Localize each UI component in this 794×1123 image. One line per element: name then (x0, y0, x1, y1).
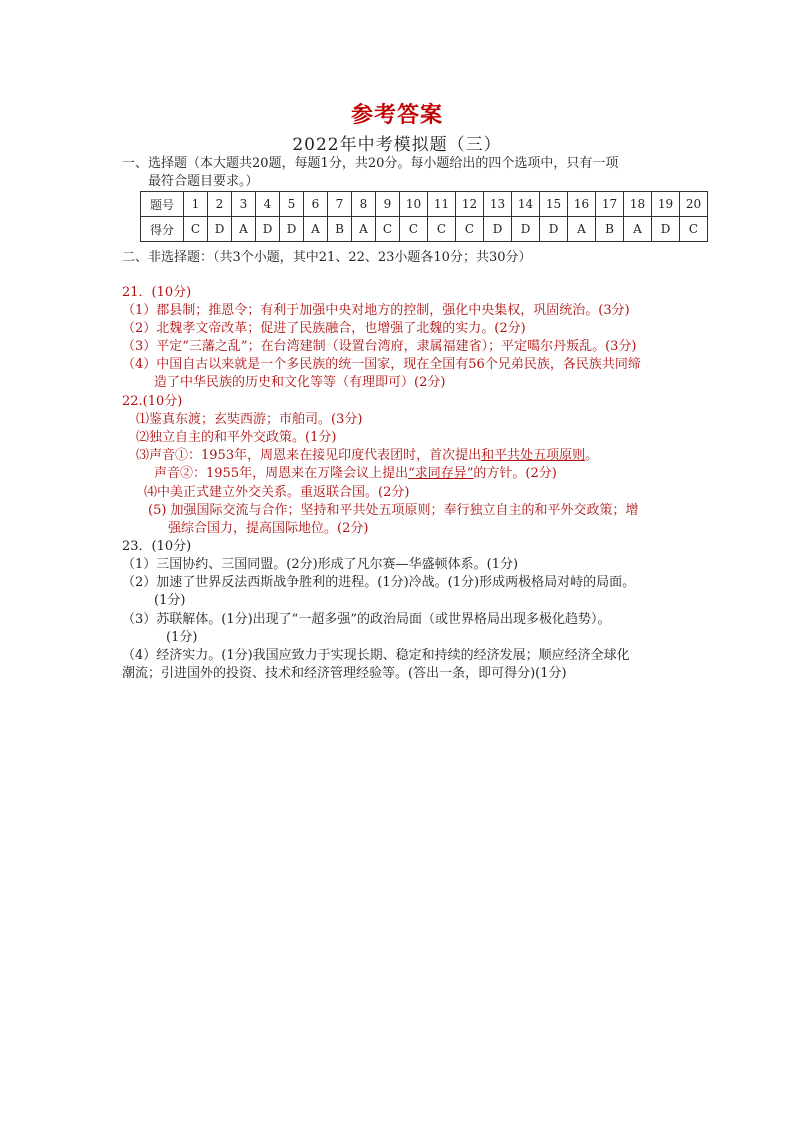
table-cell: 3 (232, 192, 256, 217)
q21-answer-4: （4）中国自古以来就是一个多民族的统一国家，现在全国有56个兄弟民族，各民族共同缔 (122, 357, 641, 372)
q22-answer-3-underlined: 和平共处五项原则 (481, 448, 586, 463)
page-subtitle: 2022年中考模拟题（三） (292, 135, 502, 155)
q21-answer-4-cont: 造了中华民族的历史和文化等等（有理即可）(2分) (154, 375, 446, 390)
table-cell: C (376, 217, 400, 242)
table-cell: C (400, 217, 428, 242)
q22-answer-4: ⑷中美正式建立外交关系。重返联合国。(2分) (144, 485, 410, 500)
q22-answer-3-end: 。 (585, 448, 599, 463)
page-title: 参考答案 (350, 102, 443, 128)
table-cell: D (512, 217, 540, 242)
table-cell: C (184, 217, 208, 242)
table-cell: 18 (624, 192, 652, 217)
q22-heading: 22.(10分) (122, 394, 183, 409)
table-cell: 10 (400, 192, 428, 217)
table-cell: 9 (376, 192, 400, 217)
q23-answer-3: （3）苏联解体。(1分)出现了“一超多强”的政治局面（或世界格局出现多极化趋势）。 (122, 612, 611, 627)
table-cell: 8 (352, 192, 376, 217)
table-cell: 17 (596, 192, 624, 217)
table-cell: C (428, 217, 456, 242)
q22-answer-5-cont: 强综合国力，提高国际地位。(2分) (168, 521, 369, 536)
table-cell: A (304, 217, 328, 242)
table-cell: D (540, 217, 568, 242)
q21-heading: 21．(10分) (122, 285, 192, 300)
table-row-label: 题号 (141, 192, 184, 217)
table-cell: 6 (304, 192, 328, 217)
q23-answer-1: （1）三国协约、三国同盟。(2分)形成了凡尔赛—华盛顿体系。(1分) (122, 557, 519, 572)
table-cell: B (328, 217, 352, 242)
q22-answer-3 (136, 447, 598, 465)
table-cell: 15 (540, 192, 568, 217)
q21-answer-1: （1）郡县制；推恩令；有利于加强中央对地方的控制，强化中央集权，巩固统治。(3分) (122, 303, 630, 318)
q23-answer-4: （4）经济实力。(1分)我国应致力于实现长期、稳定和持续的经济发展；顺应经济全球化 (122, 648, 630, 663)
table-row-label: 得分 (141, 217, 184, 242)
table-cell: 5 (280, 192, 304, 217)
table-cell: A (232, 217, 256, 242)
q21-answer-3: （3）平定“三藩之乱”；在台湾建制（设置台湾府，隶属福建省）；平定噶尔丹叛乱。(3分) (122, 339, 637, 354)
q22-answer-3-text: ⑶声音①：1953年，周恩来在接见印度代表团时，首次提出 (136, 448, 482, 463)
section1-heading-line2: 最符合题目要求。） (148, 174, 259, 189)
table-cell: 7 (328, 192, 352, 217)
q22-answer-1: ⑴鉴真东渡；玄奘西游；市舶司。(3分) (136, 412, 363, 427)
table-cell: 4 (256, 192, 280, 217)
q23-answer-3-cont: (1分) (166, 630, 198, 645)
table-cell: A (352, 217, 376, 242)
table-cell: 16 (568, 192, 596, 217)
table-cell: 20 (680, 192, 708, 217)
table-cell: 19 (652, 192, 680, 217)
q22-answer-5: (5) 加强国际交流与合作；坚持和平共处五项原则；奉行独立自主的和平外交政策；增 (148, 503, 639, 518)
table-cell: 1 (184, 192, 208, 217)
table-cell: D (652, 217, 680, 242)
q23-heading: 23．(10分) (122, 539, 192, 554)
table-cell: D (208, 217, 232, 242)
table-cell: B (596, 217, 624, 242)
section2-heading: 二、非选择题：（共3个小题，其中21、22、23小题各10分；共30分） (122, 250, 532, 265)
q22-answer-3-voice2 (154, 465, 557, 483)
table-row-numbers (141, 192, 708, 217)
table-cell: C (456, 217, 484, 242)
table-cell: D (256, 217, 280, 242)
q23-answer-2-cont: (1分) (154, 593, 186, 608)
q22-answer-2: ⑵独立自主的和平外交政策。(1分) (136, 430, 337, 445)
table-cell: D (484, 217, 512, 242)
q21-answer-2: （2）北魏孝文帝改革；促进了民族融合，也增强了北魏的实力。(2分) (122, 321, 526, 336)
q23-answer-4-cont: 潮流；引进国外的投资、技术和经济管理经验等。(答出一条，即可得分)(1分) (122, 666, 567, 681)
table-cell: D (280, 217, 304, 242)
table-cell: C (680, 217, 708, 242)
table-cell: 13 (484, 192, 512, 217)
q23-answer-2: （2）加速了世界反法西斯战争胜利的进程。(1分)冷战。(1分)形成两极格局对峙的局面。 (122, 575, 636, 590)
table-cell: 2 (208, 192, 232, 217)
table-cell: 14 (512, 192, 540, 217)
answer-table (140, 191, 708, 242)
table-cell: 11 (428, 192, 456, 217)
q22-voice2-underlined: “求同存异” (408, 466, 474, 481)
table-cell: A (568, 217, 596, 242)
q22-voice2-end: 的方针。(2分) (473, 466, 557, 481)
table-row-answers (141, 217, 708, 242)
table-cell: A (624, 217, 652, 242)
q22-voice2-text: 声音②：1955年，周恩来在万隆会议上提出 (154, 466, 409, 481)
section1-heading-line1: 一、选择题（本大题共20题，每题1分，共20分。每小题给出的四个选项中，只有一项 (122, 156, 619, 171)
table-cell: 12 (456, 192, 484, 217)
